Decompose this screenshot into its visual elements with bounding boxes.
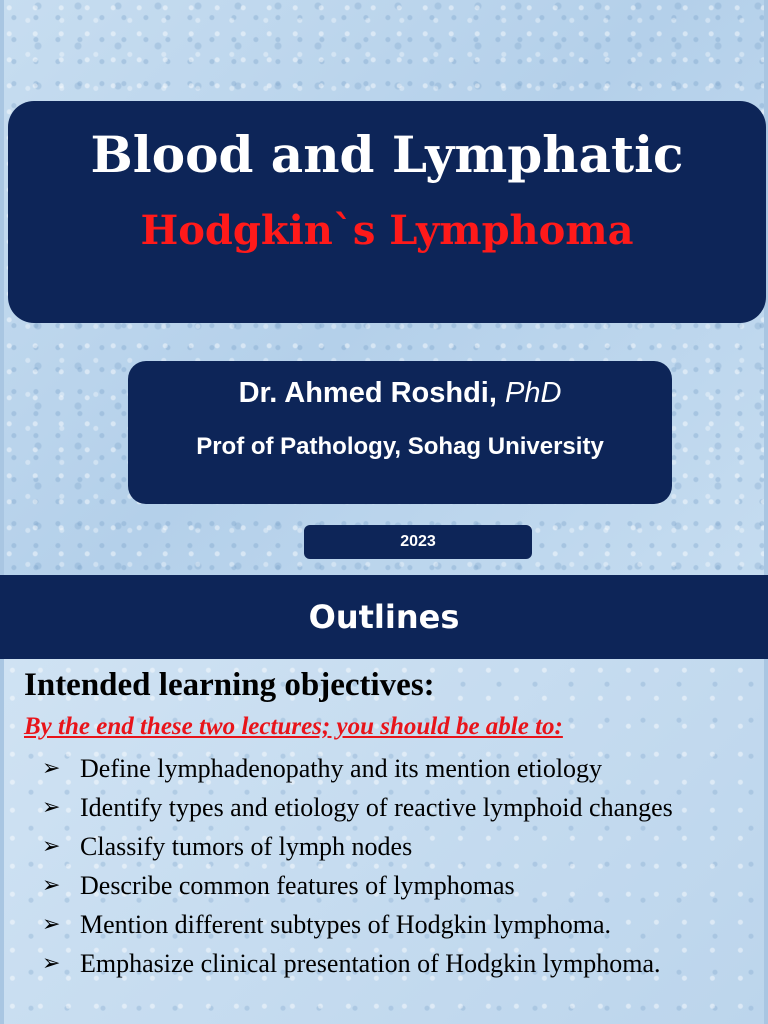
list-item	[40, 794, 756, 822]
objective-text: Define lymphadenopathy and its mention etiology	[80, 754, 603, 783]
year-badge: 2023	[304, 525, 532, 559]
list-item	[40, 872, 756, 900]
author-card	[128, 361, 672, 504]
author-role: Prof of Pathology, Sohag University	[196, 433, 604, 460]
objectives-list	[40, 755, 756, 989]
list-item	[40, 755, 756, 783]
outlines-slide	[0, 659, 768, 1024]
list-item	[40, 950, 756, 978]
objective-text: Describe common features of lymphomas	[80, 871, 515, 900]
author-line	[128, 377, 672, 410]
title-banner	[8, 101, 766, 323]
slide-title: Blood and Lymphatic	[90, 125, 684, 184]
arrow-bullet-icon: ➢	[42, 912, 61, 937]
arrow-bullet-icon: ➢	[42, 834, 61, 859]
author-degree: PhD	[504, 377, 562, 409]
author-name: Dr. Ahmed Roshdi,	[238, 377, 505, 409]
arrow-bullet-icon: ➢	[42, 951, 61, 976]
objectives-heading: Intended learning objectives:	[24, 667, 435, 703]
objective-text: Identify types and etiology of reactive lymphoid changes	[80, 793, 673, 822]
outlines-header: Outlines	[0, 575, 768, 659]
slide-subtitle: Hodgkin`s Lymphoma	[140, 207, 634, 254]
objective-text: Emphasize clinical presentation of Hodgkin lymphoma.	[80, 949, 661, 978]
list-item	[40, 833, 756, 861]
list-item	[40, 911, 756, 939]
arrow-bullet-icon: ➢	[42, 756, 61, 781]
objective-text: Classify tumors of lymph nodes	[80, 832, 413, 861]
arrow-bullet-icon: ➢	[42, 873, 61, 898]
objectives-intro: By the end these two lectures; you should be able to:	[24, 713, 563, 740]
objective-text: Mention different subtypes of Hodgkin lymphoma.	[80, 910, 612, 939]
arrow-bullet-icon: ➢	[42, 795, 61, 820]
